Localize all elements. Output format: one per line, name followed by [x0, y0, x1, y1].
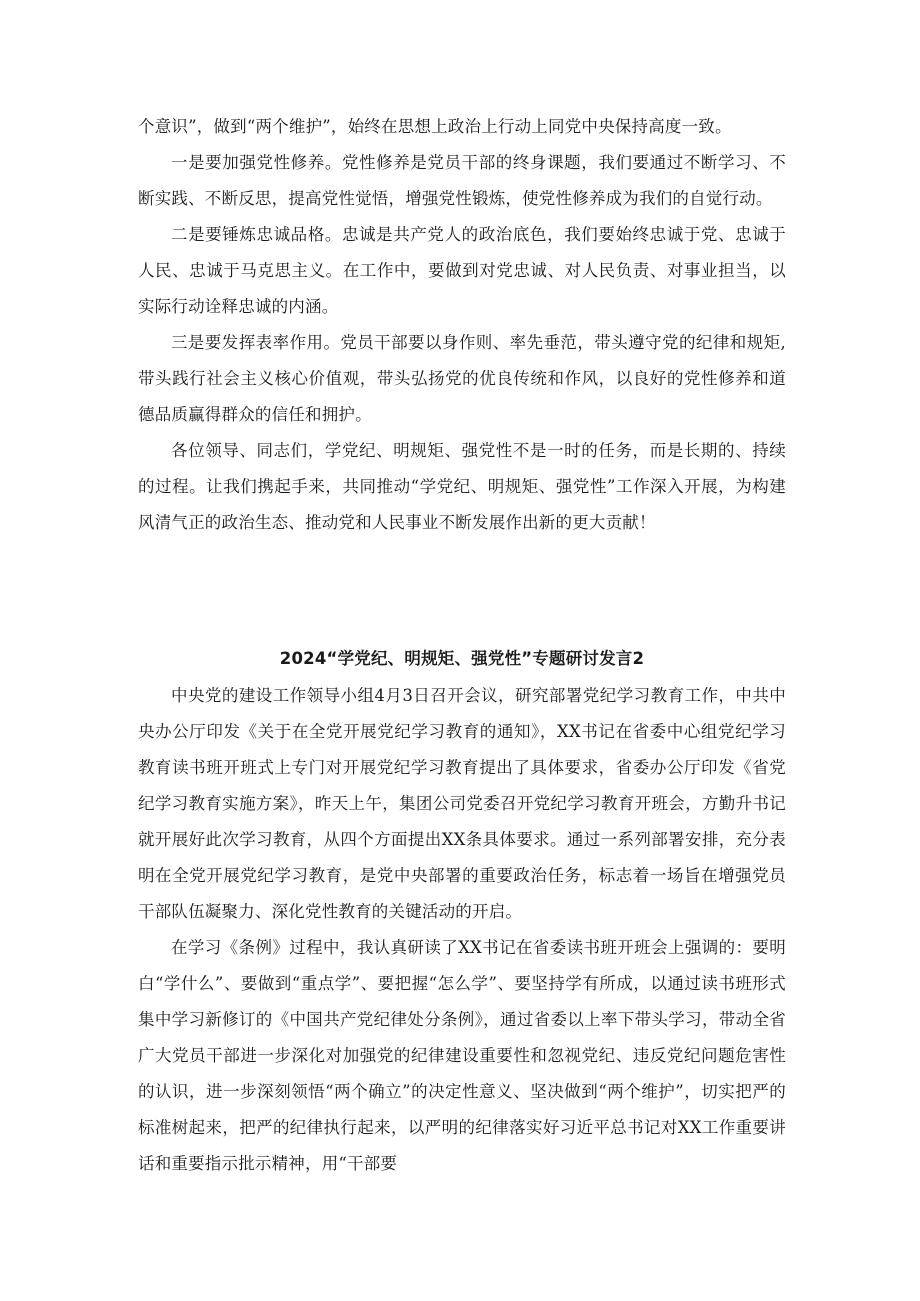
paragraph-continued: 个意识”，做到“两个维护”，始终在思想上政治上行动上同党中央保持高度一致。 — [138, 117, 732, 136]
section-1-body — [138, 109, 786, 541]
paragraph-closing: 各位领导、同志们，学党纪、明规矩、强党性不是一时的任务，而是长期的、持续的过程。让我们携起手来，共同推动“学党纪、明规矩、强党性”工作深入开展，为构建风清气正的政治生态、推动党和人民事业不断发展作出新的更大贡献！ — [138, 441, 786, 532]
paragraph-loyalty: 二是要锤炼忠诚品格。忠诚是共产党人的政治底色，我们要始终忠诚于党、忠诚于人民、忠诚于马克思主义。在工作中，要做到对党忠诚、对人民负责、对事业担当，以实际行动诠释忠诚的内涵。 — [138, 225, 786, 316]
paragraph-party-cultivation: 一是要加强党性修养。党性修养是党员干部的终身课题，我们要通过不断学习、不断实践、不断反思，提高党性觉悟，增强党性锻炼，使党性修养成为我们的自觉行动。 — [138, 153, 786, 208]
section-2 — [138, 642, 786, 1182]
paragraph-exemplary-role: 三是要发挥表率作用。党员干部要以身作则、率先垂范，带头遵守党的纪律和规矩,带头践行社会主义核心价值观，带头弘扬党的优良传统和作风，以良好的党性修养和道德品质赢得群众的信任和拥护。 — [138, 333, 786, 424]
section-2-title: 2024“学党纪、明规矩、强党性”专题研讨发言2 — [279, 649, 645, 668]
paragraph-central-deployment: 中央党的建设工作领导小组4月3日召开会议，研究部署党纪学习教育工作，中共中央办公厅印发《关于在全党开展党纪学习教育的通知》，XX书记在省委中心组党纪学习教育读书班开班式上专门对开展党纪学习教育提出了具体要求，省委办公厅印发《省党纪学习教育实施方案》，昨天上午，集团公司党委召开党纪学习教育开班会，方勤升书记就开展好此次学习教育，从四个方面提出XX条具体要求。通过一系列部署安排，充分表明在全党开展党纪学习教育，是党中央部署的重要政治任务，标志着一场旨在增强党员干部队伍凝聚力、深化党性教育的关键活动的开启。 — [138, 686, 786, 921]
paragraph-study-regulations: 在学习《条例》过程中，我认真研读了XX书记在省委读书班开班会上强调的：要明白“学什么”、要做到“重点学”、要把握“怎么学”、要坚持学有所成，以通过读书班形式集中学习新修订的《中国共产党纪律处分条例》，通过省委以上率下带头学习，带动全省广大党员干部进一步深化对加强党的纪律建设重要性和忽视党纪、违反党纪问题危害性的认识，进一步深刻领悟“两个确立”的决定性意义、坚决做到“两个维护”，切实把严的标准树起来，把严的纪律执行起来，以严明的纪律落实好习近平总书记对XX工作重要讲话和重要指示批示精神，用“干部要 — [138, 938, 786, 1173]
